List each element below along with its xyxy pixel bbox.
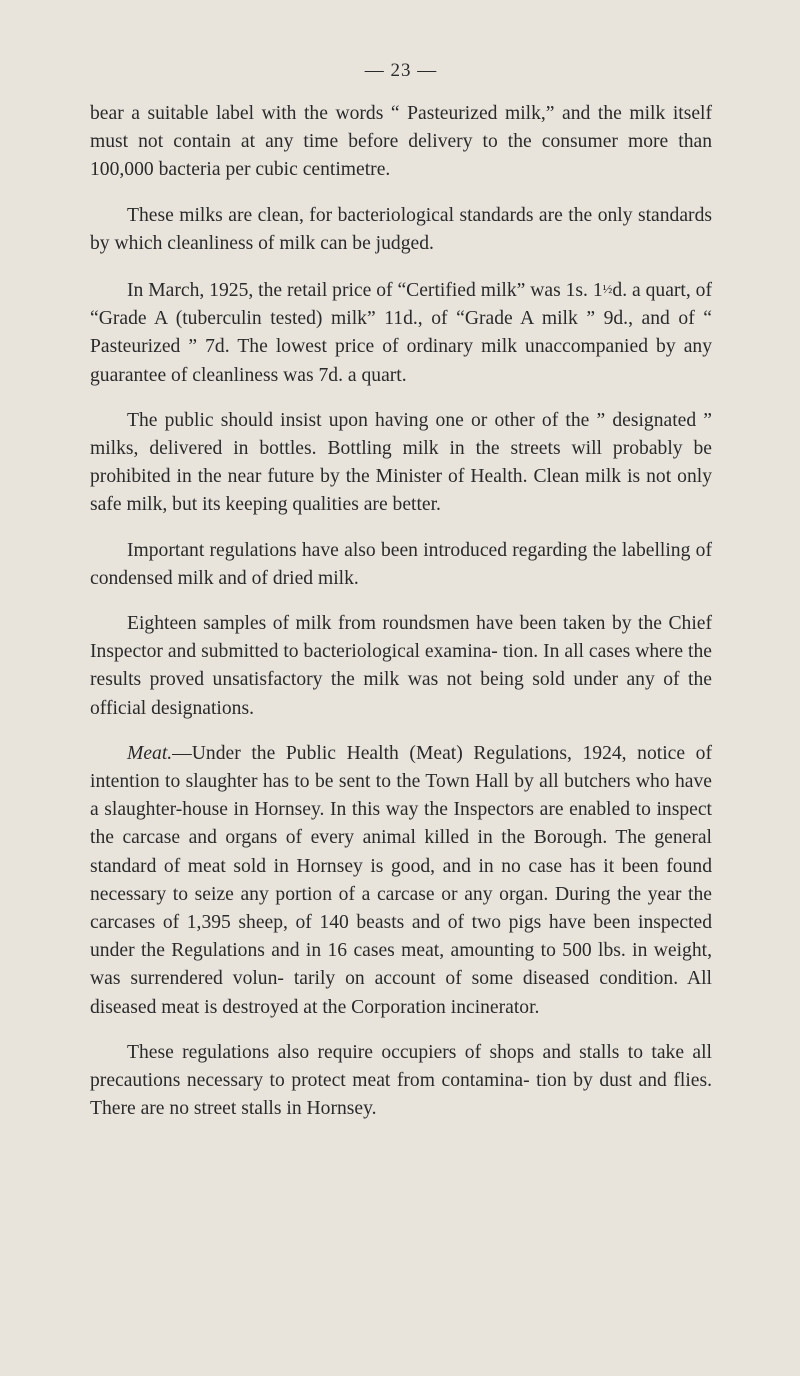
meat-text: —Under the Public Health (Meat) Regulations, 1924, notice of intention to slaughter has to be sent to the Town Hall by all butchers who have a slaughter-house in Hornsey. In this way the Inspectors are enabled to inspect the carcase and organs of every animal killed in the Borough. The general standard of meat sold in Hornsey is good, and in no case has it been found necessary to seize any portion of a carcase or any organ. During the year the carcases of 1,395 sheep, of 140 beasts and of two pigs have been inspected under the Regulations and in 16 cases meat, amounting to 500 lbs. in weight, was surrendered volun- tarily on account of some diseased condition. All diseased meat is destroyed at the Corporation incinerator. [90, 742, 712, 1018]
paragraph-clean-milks: These milks are clean, for bacteriological standards are the only standards by which cleanliness of milk can be judged. [90, 204, 712, 254]
paragraph-pasteurized-label: bear a suitable label with the words “ Pasteurized milk,” and the milk itself must not contain at any time before delivery to the consumer more than 100,000 bacteria per cubic centimetre. [90, 103, 712, 181]
retail-prices-text-after: d. a quart, of “Grade A (tuberculin tested) milk” 11d., of “Grade A milk ” 9d., and of “ Pasteurized ” 7d. The lowest price of ordinary milk unaccompanied by any guarantee of cleanliness was 7d. a quart. [90, 280, 712, 386]
meat-run-in-heading: Meat. [127, 742, 173, 764]
retail-prices-fraction: ½ [602, 281, 613, 297]
paragraph-designated-milks: The public should insist upon having one or other of the ” designated ” milks, delivered in bottles. Bottling milk in the streets will probably be prohibited in the near future by the Minister of Health. Clean milk is not only safe milk, but its keeping qualities are better. [90, 409, 712, 516]
paragraph-retail-prices [90, 275, 712, 390]
retail-prices-text-before: In March, 1925, the retail price of “Certified milk” was 1s. 1 [127, 280, 603, 302]
page-number: — 23 — [364, 60, 438, 81]
paragraph-shops-stalls: These regulations also require occupiers of shops and stalls to take all precautions necessary to protect meat from contamina- tion by dust and flies. There are no street stalls in Hornsey. [90, 1041, 712, 1120]
paragraph-milk-samples: Eighteen samples of milk from roundsmen have been taken by the Chief Inspector and submitted to bacteriological examina- tion. In all cases where the results proved unsatisfactory the milk was not being sold under any of the official designations. [90, 613, 712, 719]
paragraph-meat [90, 740, 712, 1022]
paragraph-labelling-regulations: Important regulations have also been introduced regarding the labelling of condensed milk and of dried milk. [90, 539, 712, 589]
